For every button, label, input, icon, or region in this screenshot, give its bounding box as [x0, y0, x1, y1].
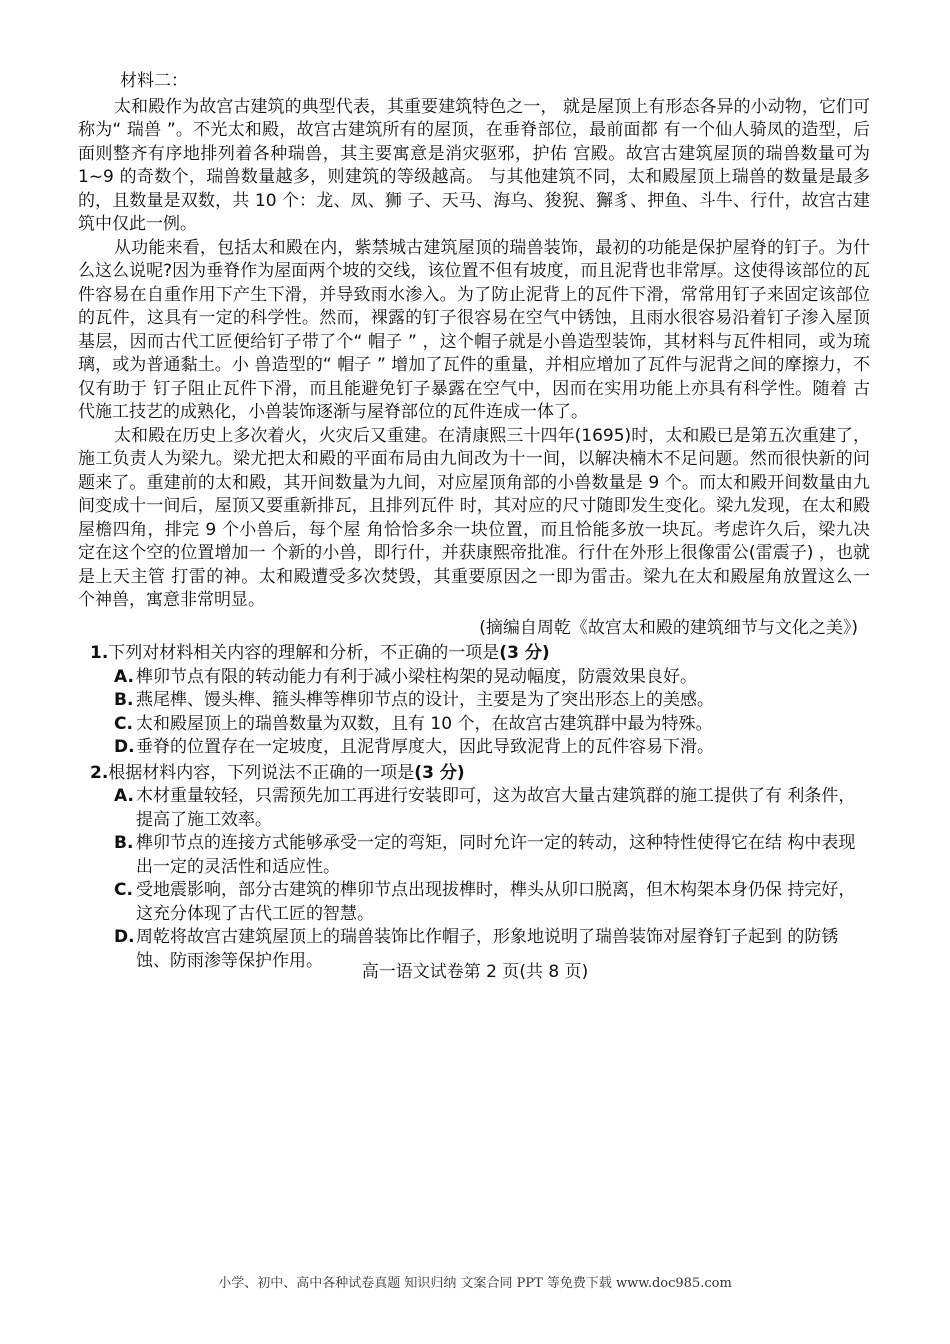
question-1: [78, 642, 870, 760]
option-b[interactable]: [114, 689, 870, 713]
option-text: 燕尾榫、馒头榫、箍头榫等榫卯节点的设计，主要是为了突出形态上的美感。: [136, 690, 714, 710]
option-text: 榫卯节点的连接方式能够承受一定的弯矩，同时允许一定的转动，这种特性使得它在结 构中表现出一定的灵活性和适应性。: [136, 833, 856, 877]
question-text: 下列对材料相关内容的理解和分析，不正确的一项是: [108, 643, 500, 663]
option-a[interactable]: [114, 785, 870, 832]
question-text: 根据材料内容，下列说法不正确的一项是: [108, 762, 415, 783]
question-number: 2.: [90, 762, 109, 783]
option-a[interactable]: [114, 666, 870, 690]
page-content: [78, 70, 870, 973]
option-text: 太和殿屋顶上的瑞兽数量为双数，且有 10 个，在故宫古建筑群中最为特殊。: [136, 713, 713, 734]
material-heading: 材料二：: [120, 71, 188, 91]
option-text: 周乾将故宫古建筑屋顶上的瑞兽装饰比作帽子，形象地说明了瑞兽装饰对屋脊钉子起到 的防锈蚀、防雨渗等保护作用。: [136, 927, 839, 971]
question-score: (3 分): [414, 762, 465, 783]
options-list: [78, 666, 870, 760]
question-2: [78, 762, 870, 974]
footer-ad-text: 小学、初中、高中各种试卷真题 知识归纳 文案合同 PPT 等免费下载 www.doc985.com: [218, 1276, 732, 1291]
option-key: D.: [114, 737, 135, 757]
question-stem: [78, 642, 870, 666]
material-paragraph-2: 从功能来看，包括太和殿在内，紫禁城古建筑屋顶的瑞兽装饰，最初的功能是保护屋脊的钉子。为什么这么说呢?因为垂脊作为屋面两个坡的交线，该位置不但有坡度，而且泥背也非常厚。这使得该部位的瓦件容易在自重作用下产生下滑，并导致雨水渗入。为了防止泥背上的瓦件下滑，常常用钉子来固定该部位的瓦件，这具有一定的科学性。然而，裸露的钉子很容易在空气中锈蚀，且雨水很容易沿着钉子渗入屋顶基层，因而古代工匠便给钉子带了个“ 帽子 ” ，这个帽子就是小兽造型装饰，其材料与瓦件相同，或为琉璃，或为普通黏土。小 兽造型的“ 帽子 ” 增加了瓦件的重量，并相应增加了瓦件与泥背之间的摩擦力，不仅有助于 钉子阻止瓦件下滑，而且能避免钉子暴露在空气中，因而在实用功能上亦具有科学性。随着 古代施工技艺的成熟化，小兽装饰逐渐与屋脊部位的瓦件连成一体了。: [78, 237, 870, 422]
option-c[interactable]: [114, 879, 870, 926]
option-c[interactable]: [114, 713, 870, 737]
option-key: C.: [114, 880, 133, 900]
option-text: 木材重量较轻，只需预先加工再进行安装即可，这为故宫大量古建筑群的施工提供了有 利条件，提高了施工效率。: [136, 786, 856, 830]
option-b[interactable]: [114, 832, 870, 879]
option-key: A.: [114, 666, 134, 687]
option-key: C.: [114, 713, 133, 734]
question-number: 1.: [90, 643, 109, 663]
material-paragraph-1: 太和殿作为故宫古建筑的典型代表，其重要建筑特色之一， 就是屋顶上有形态各异的小动物，它们可称为“ 瑞兽 ”。不光太和殿，故宫古建筑所有的屋顶，在垂脊部位，最前面都 有一个仙人骑凤的造型，后面则整齐有序地排列着各种瑞兽，其主要寓意是消灾驱邪，护佑 宫殿。故宫古建筑屋顶的瑞兽数量可为 1~9 的奇数个，瑞兽数量越多，则建筑的等级越高。 与其他建筑不同，太和殿屋顶上瑞兽的数量是最多的，且数量是双数，共 10 个：龙、凤、狮 子、天马、海乌、狻猊、獬豸、押鱼、斗牛、行什，故宫古建筑中仅此一例。: [78, 96, 870, 234]
material-paragraph-3: 太和殿在历史上多次着火，火灾后又重建。在清康熙三十四年(1695)时，太和殿已是第五次重建了，施工负责人为梁九。梁尤把太和殿的平面布局由九间改为十一间，以解决楠木不足问题。然而很快新的问题来了。重建前的太和殿，其开间数量为九间，对应屋顶角部的小兽数量是 9 个。而太和殿开间数量由九间变成十一间后，屋顶又要重新排瓦，且排列瓦件 时，其对应的尺寸随即发生变化。梁九发现，在太和殿屋檐四角，排完 9 个小兽后，每个屋 角恰恰多余一块位置，而且恰能多放一块瓦。考虑许久后，梁九决定在这个空的位置增加一 个新的小兽，即行什，并获康熙帝批准。行什在外形上很像雷公(雷震子) ，也就是上天主管 打雷的神。太和殿遭受多次焚毁，其重要原因之一即为雷击。梁九在太和殿屋角放置这么一 个神兽，寓意非常明显。: [78, 425, 870, 610]
option-key: D.: [114, 927, 135, 947]
options-list: [78, 785, 870, 973]
option-key: B.: [114, 690, 134, 710]
option-d[interactable]: [114, 736, 870, 760]
option-key: B.: [114, 833, 134, 853]
option-key: A.: [114, 786, 134, 806]
question-stem: [78, 762, 870, 786]
option-text: 榫卯节点有限的转动能力有利于减小梁柱构架的晃动幅度，防震效果良好。: [136, 666, 697, 687]
option-text: 垂脊的位置存在一定坡度，且泥背厚度大，因此导致泥背上的瓦件容易下滑。: [136, 737, 714, 757]
material-source: (摘编自周乾《故宫太和殿的建筑细节与文化之美》): [479, 617, 858, 638]
option-text: 受地震影响，部分古建筑的榫卯节点出现拔榫时，榫头从卯口脱离，但木构架本身仍保 持完好，这充分体现了古代工匠的智慧。: [136, 880, 856, 924]
page-number-label: 高一语文试卷第 2 页(共 8 页): [361, 962, 589, 982]
question-score: (3 分): [499, 643, 550, 663]
